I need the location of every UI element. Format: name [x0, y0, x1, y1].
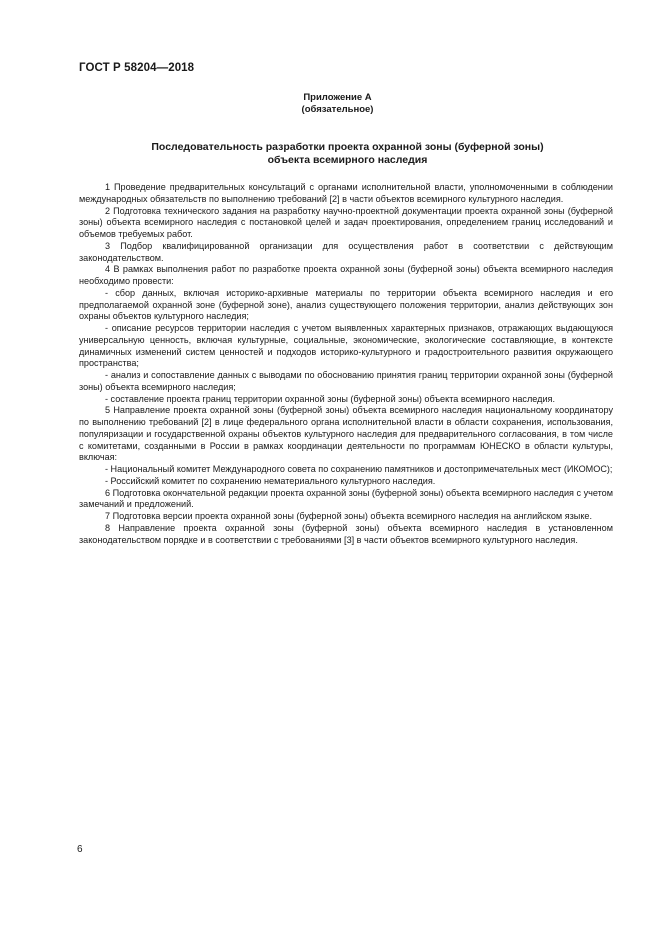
paragraph-7: 7 Подготовка версии проекта охранной зоны (буферной зоны) объекта всемирного наследия на английском языке.: [105, 511, 592, 521]
paragraph-5: 5 Направление проекта охранной зоны (буферной зоны) объекта всемирного наследия национальному координатору по выполнению требований [2] в лице федерального органа исполнительной власти в области сохранения, использования, популяризации и государственной охраны объектов культурного наследия для предварительного согласования, в том числе с комитетами, созданными в России в рамках координации деятельности по программам ЮНЕСКО в области культуры, включая:: [79, 405, 613, 463]
appendix-title: Приложение А: [303, 92, 372, 103]
list-item-data-collection: - сбор данных, включая историко-архивные материалы по территории объекта всемирного наследия и его предполагаемой охранной зоне (буферной зоне), анализ существующего положения территории, анализ действующих зон охраны объектов культурного наследия;: [79, 287, 613, 322]
document-body: [79, 182, 613, 546]
paragraph-4: 4 В рамках выполнения работ по разработке проекта охранной зоны (буферной зоны) объекта всемирного наследия необходимо провести:: [79, 264, 613, 286]
paragraph-8: 8 Направление проекта охранной зоны (буферной зоны) объекта всемирного наследия в установленном законодательством порядке и в соответствии с требованиями [3] в части объектов всемирного культурного наследия.: [79, 522, 613, 545]
page-number: 6: [77, 844, 83, 855]
paragraph-2: 2 Подготовка технического задания на разработку научно-проектной документации проекта охранной зоны (буферной зоны) объекта всемирного наследия с постановкой целей и задач проектирования, определением границ исследований и объемов требуемых работ.: [79, 205, 613, 239]
list-item-boundary-project: - составление проекта границ территории охранной зоны (буферной зоны) объекта всемирного наследия.: [105, 393, 555, 404]
appendix-status: (обязательное): [301, 104, 374, 115]
section-title: [90, 141, 605, 167]
paragraph-3: 3 Подбор квалифицированной организации для осуществления работ в соответствии с действующим законодательством.: [79, 240, 613, 263]
document-code: ГОСТ Р 58204—2018: [79, 62, 195, 74]
paragraph-6: 6 Подготовка окончательной редакции проекта охранной зоны (буферной зоны) объекта всемирного наследия с учетом замечаний и предложений.: [79, 487, 613, 510]
paragraph-1: 1 Проведение предварительных консультаций с органами исполнительной власти, уполномоченными в соблюдении международных обязательств по выполнению требований [2] в части объектов всемирного культурного наследия.: [79, 182, 613, 204]
list-item-analysis: - анализ и сопоставление данных с выводами по обоснованию принятия границ территории охранной зоны (буферной зоны) объекта всемирного наследия;: [79, 370, 613, 392]
list-item-icomos: - Национальный комитет Международного совета по сохранению памятников и достопримечательных мест (ИКОМОС);: [105, 464, 613, 474]
appendix-heading: [0, 92, 661, 116]
list-item-resource-description: - описание ресурсов территории наследия с учетом выявленных характерных признаков, отражающих выдающуюся универсальную ценность, включая культурные, социальные, экономические, экологические составляющие, в контексте динамичных изменений систем ценностей и подходов историко-культурного и градостроительного развития окружающего пространства;: [79, 323, 613, 369]
list-item-intangible-heritage: - Российский комитет по сохранению нематериального культурного наследия.: [105, 475, 436, 486]
section-title-line-1: Последовательность разработки проекта охранной зоны (буферной зоны): [151, 141, 544, 153]
section-title-line-2: объекта всемирного наследия: [267, 154, 428, 166]
